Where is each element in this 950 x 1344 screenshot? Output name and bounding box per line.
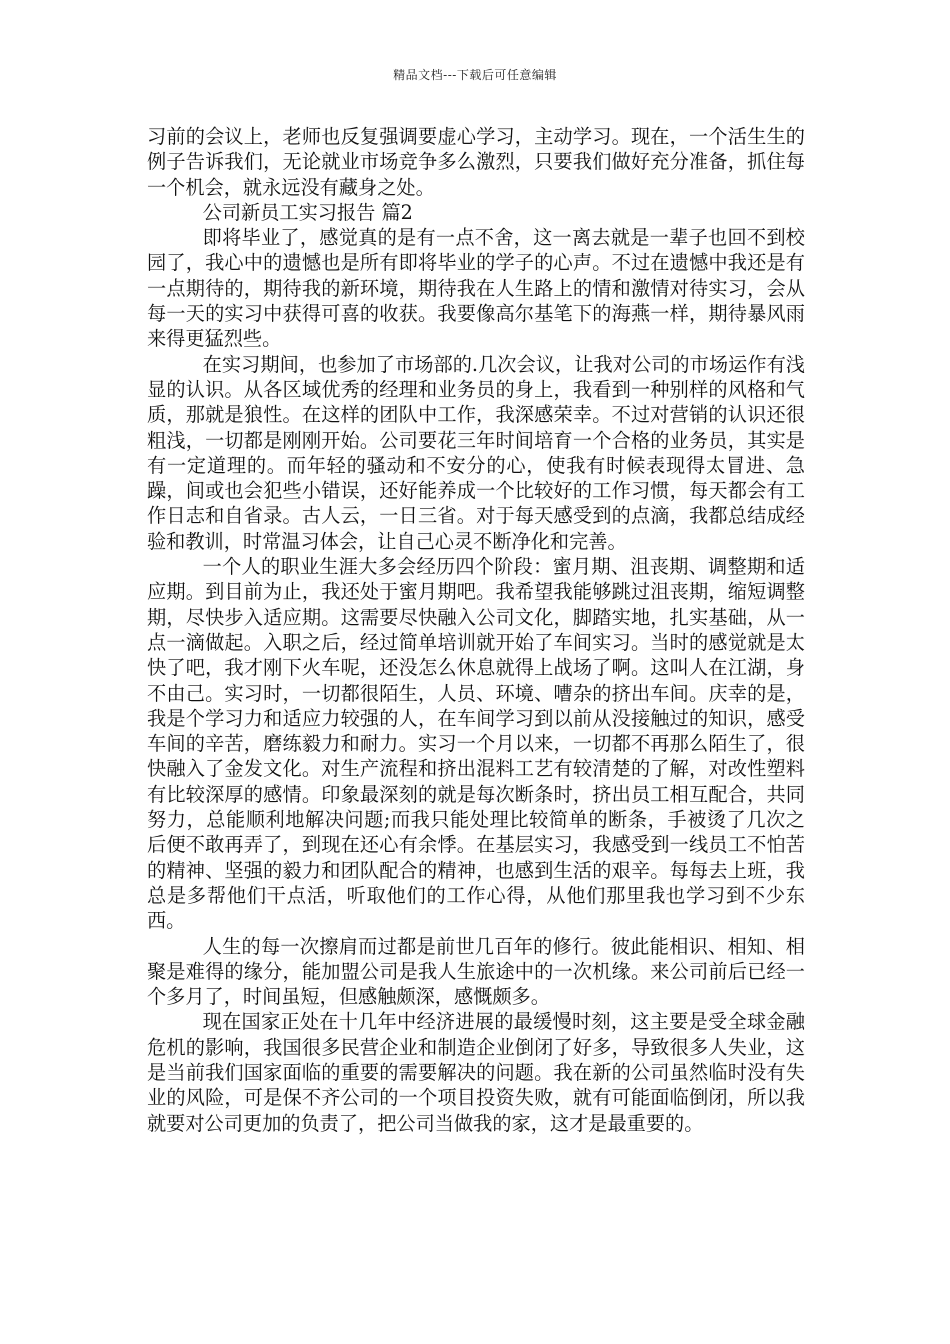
paragraph: 人生的每一次擦肩而过都是前世几百年的修行。彼此能相识、相知、相聚是难得的缘分，能加盟公司是我人生旅途中的一次机缘。来公司前后已经一个多月了，时间虽短，但感触颇深，感慨颇多。	[147, 934, 805, 1009]
document-body	[147, 124, 805, 1136]
paragraph: 一个人的职业生涯大多会经历四个阶段：蜜月期、沮丧期、调整期和适应期。到目前为止，我还处于蜜月期吧。我希望我能够跳过沮丧期，缩短调整期，尽快步入适应期。这需要尽快融入公司文化，脚踏实地，扎实基础，从一点一滴做起。入职之后，经过简单培训就开始了车间实习。当时的感觉就是太快了吧，我才刚下火车呢，还没怎么休息就得上战场了啊。这叫人在江湖，身不由己。实习时，一切都很陌生，人员、环境、嘈杂的挤出车间。庆幸的是，我是个学习力和适应力较强的人，在车间学习到以前从没接触过的知识，感受车间的辛苦，磨练毅力和耐力。实习一个月以来，一切都不再那么陌生了，很快融入了金发文化。对生产流程和挤出混料工艺有较清楚的了解，对改性塑料有比较深厚的感情。印象最深刻的就是每次断条时，挤出员工相互配合，共同努力，总能顺利地解决问题;而我只能处理比较简单的断条，手被烫了几次之后便不敢再弄了，到现在还心有余悸。在基层实习，我感受到一线员工不怕苦的精神、坚强的毅力和团队配合的精神，也感到生活的艰辛。每每去上班，我总是多帮他们干点活，听取他们的工作心得，从他们那里我也学习到不少东西。	[147, 555, 805, 933]
page-header: 精品文档---下载后可任意编辑	[393, 68, 557, 82]
section-heading: 公司新员工实习报告 篇2	[202, 200, 413, 224]
paragraph: 习前的会议上，老师也反复强调要虚心学习，主动学习。现在，一个活生生的例子告诉我们，无论就业市场竞争多么激烈，只要我们做好充分准备，抓住每一个机会，就永远没有藏身之处。	[147, 125, 805, 199]
paragraph: 即将毕业了，感觉真的是有一点不舍，这一离去就是一辈子也回不到校园了，我心中的遗憾也是所有即将毕业的学子的心声。不过在遗憾中我还是有一点期待的，期待我的新环境，期待我在人生路上的情和激情对待实习，会从每一天的实习中获得可喜的收获。我要像高尔基笔下的海燕一样，期待暴风雨来得更猛烈些。	[147, 226, 805, 351]
paragraph: 现在国家正处在十几年中经济进展的最缓慢时刻，这主要是受全球金融危机的影响，我国很多民营企业和制造企业倒闭了好多，导致很多人失业，这是当前我们国家面临的重要的需要解决的问题。我在新的公司虽然临时没有失业的风险，可是保不齐公司的一个项目投资失败，就有可能面临倒闭，所以我就要对公司更加的负责了，把公司当做我的家，这才是最重要的。	[147, 1010, 805, 1135]
paragraph: 在实习期间，也参加了市场部的.几次会议，让我对公司的市场运作有浅显的认识。从各区域优秀的经理和业务员的身上，我看到一种别样的风格和气质，那就是狼性。在这样的团队中工作，我深感荣幸。不过对营销的认识还很粗浅，一切都是刚刚开始。公司要花三年时间培育一个合格的业务员，其实是有一定道理的。而年轻的骚动和不安分的心，使我有时候表现得太冒进、急躁，间或也会犯些小错误，还好能养成一个比较好的工作习惯，每天都会有工作日志和自省录。古人云，一日三省。对于每天感受到的点滴，我都总结成经验和教训，时常温习体会，让自己心灵不断净化和完善。	[147, 352, 805, 553]
